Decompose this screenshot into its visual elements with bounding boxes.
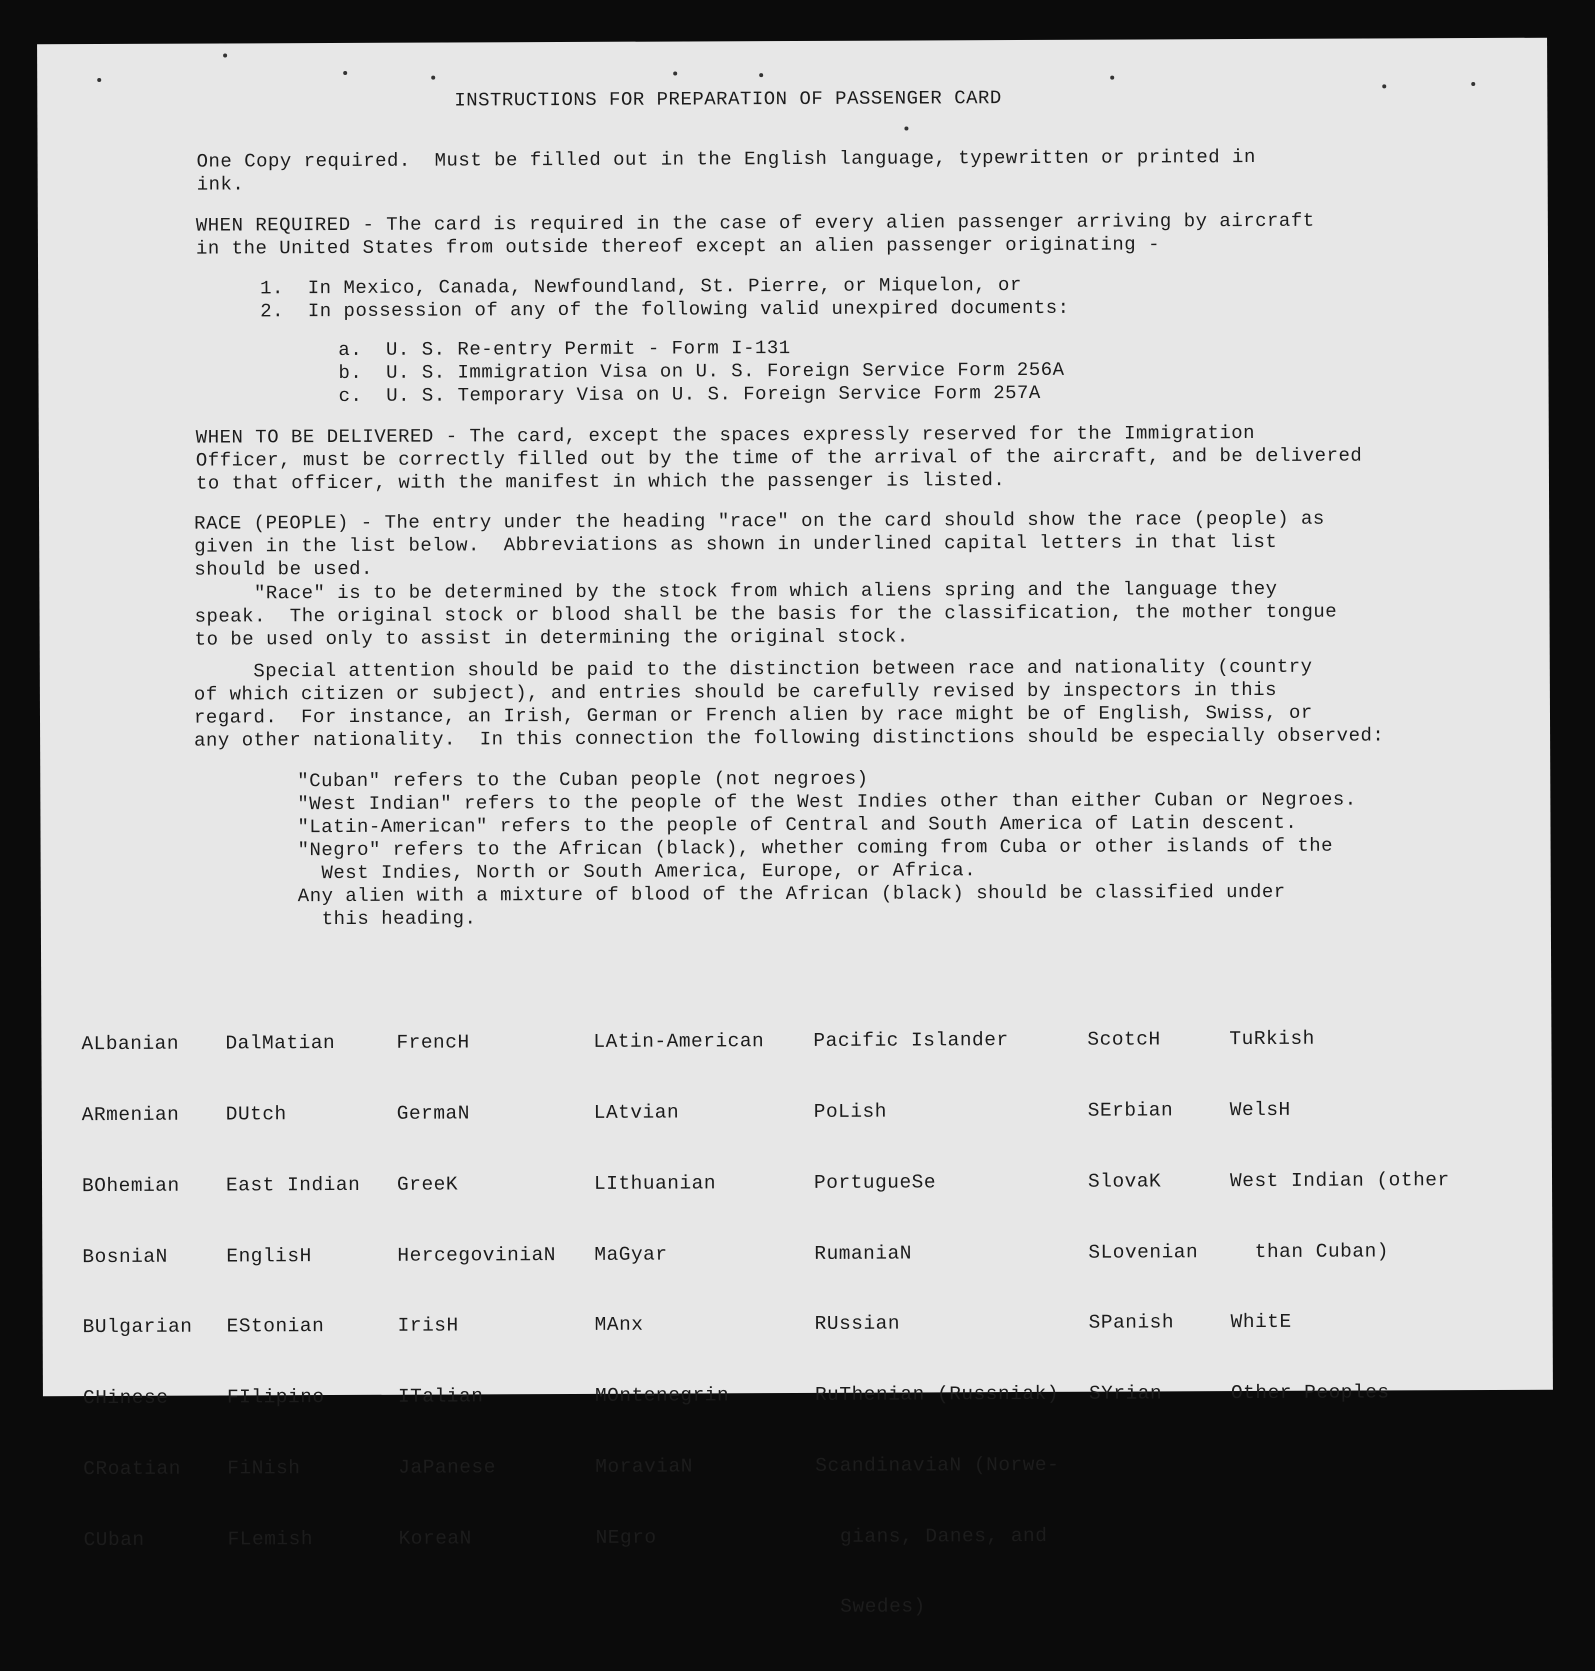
race-item: DUtch xyxy=(225,1103,287,1126)
race-item: East Indian xyxy=(225,1173,361,1197)
special-attention-line-3: regard. For instance, an Irish, German or French alien by race might be of English, Swiss, or xyxy=(193,701,1313,729)
race-item: FIlipino xyxy=(226,1386,325,1409)
when-delivered-line-2: Officer, must be correctly filled out by the time of the arrival of the aircraft, and be delivered xyxy=(195,444,1363,472)
when-delivered-line-3: to that officer, with the manifest in which the passenger is listed. xyxy=(195,469,1006,495)
distinction-cuban: "Cuban" refers to the Cuban people (not negroes) xyxy=(297,767,869,793)
race-column-7 xyxy=(1229,980,1451,1453)
race-item: Other Peoples xyxy=(1230,1381,1390,1405)
race-item: FiNish xyxy=(227,1457,301,1480)
race-item: MaGyar xyxy=(594,1243,668,1266)
race-item: than Cuban) xyxy=(1230,1239,1390,1263)
document-title: INSTRUCTIONS FOR PREPARATION OF PASSENGER CARD xyxy=(454,87,1002,112)
race-item: RumaniaN xyxy=(814,1242,913,1265)
distinction-mixture-line-1: Any alien with a mixture of blood of the African (black) should be classified under xyxy=(297,880,1286,908)
race-item: SErbian xyxy=(1087,1099,1174,1122)
distinction-latin-american: "Latin-American" refers to the people of Central and South America of Latin descent. xyxy=(297,811,1298,839)
race-item: Pacific Islander xyxy=(813,1029,1009,1053)
race-item: EnglisH xyxy=(226,1244,312,1268)
race-item: ARmenian xyxy=(81,1103,180,1127)
intro-line-1: One Copy required. Must be filled out in the English language, typewritten or printed in xyxy=(196,145,1256,173)
when-required-line-2: in the United States from outside thereof except an alien passenger originating - xyxy=(195,233,1161,260)
race-item: ALbanian xyxy=(81,1032,180,1056)
race-item: West Indian (other xyxy=(1229,1168,1450,1192)
special-attention-line-2: of which citizen or subject), and entries should be carefully revised by inspectors in this xyxy=(193,678,1278,706)
race-item: EStonian xyxy=(226,1315,325,1338)
race-people-line-6: to be used only to assist in determining the original stock. xyxy=(194,625,909,651)
race-item: LAtin-American xyxy=(593,1030,765,1054)
race-people-line-1: RACE (PEOPLE) - The entry under the heading "race" on the card should show the race (people) as xyxy=(194,507,1325,535)
race-column-5 xyxy=(813,982,1060,1667)
numbered-item-1: 1. In Mexico, Canada, Newfoundland, St. Pierre, or Miquelon, or xyxy=(260,274,1022,300)
when-required-line-1: WHEN REQUIRED - The card is required in the case of every alien passenger arriving by aircraft xyxy=(195,209,1315,237)
race-item: WelsH xyxy=(1229,1098,1291,1122)
race-column-4 xyxy=(593,983,767,1597)
race-item: PoLish xyxy=(813,1100,887,1123)
race-item: SLovenian xyxy=(1088,1240,1199,1264)
race-item: FLemish xyxy=(227,1527,314,1551)
lettered-item-b: b. U. S. Immigration Visa on U. S. Foreign Service Form 256A xyxy=(338,358,1065,384)
race-item: MAnx xyxy=(594,1313,644,1337)
distinction-negro-line-1: "Negro" refers to the African (black), whether coming from Cuba or other islands of the xyxy=(297,834,1334,862)
race-item: HercegoviniaN xyxy=(397,1243,557,1267)
lettered-item-c: c. U. S. Temporary Visa on U. S. Foreign Service Form 257A xyxy=(338,381,1041,407)
race-item: ScandinaviaN (Norwe- xyxy=(815,1453,1060,1477)
intro-line-2: ink. xyxy=(196,173,245,196)
race-item: CUban xyxy=(83,1528,145,1551)
race-item: GreeK xyxy=(396,1173,459,1196)
race-item: RuThenian (Russniak) xyxy=(814,1382,1060,1407)
distinction-west-indian: "West Indian" refers to the people of the West Indies other than either Cuban or Negroes. xyxy=(297,788,1357,816)
race-item: IrisH xyxy=(397,1314,459,1338)
race-item: LIthuanian xyxy=(593,1172,717,1195)
distinction-negro-line-2: West Indies, North or South America, Europe, or Africa. xyxy=(297,859,977,885)
race-item: BUlgarian xyxy=(82,1315,193,1339)
race-item: MOntenegrin xyxy=(594,1384,730,1407)
race-item: DalMatian xyxy=(225,1032,336,1055)
special-attention-line-1: Special attention should be paid to the distinction between race and nationality (country xyxy=(193,655,1313,683)
race-item: ScotcH xyxy=(1087,1028,1161,1051)
race-item: CRoatian xyxy=(83,1457,181,1480)
race-item: SlovaK xyxy=(1087,1170,1162,1193)
race-people-line-3: should be used. xyxy=(194,557,373,581)
race-item: GermaN xyxy=(396,1102,470,1125)
race-item: WhitE xyxy=(1230,1311,1292,1334)
race-item: ITalian xyxy=(397,1385,484,1408)
distinction-mixture-line-2: this heading. xyxy=(297,907,477,931)
race-item: CHinese xyxy=(82,1386,169,1410)
race-column-2 xyxy=(225,985,362,1599)
race-column-3 xyxy=(396,984,557,1598)
race-item: FrencH xyxy=(396,1031,470,1054)
race-item: RUssian xyxy=(814,1312,901,1336)
race-item: TuRkish xyxy=(1229,1027,1315,1051)
lettered-item-a: a. U. S. Re-entry Permit - Form I-131 xyxy=(338,337,791,361)
race-item: NEgro xyxy=(595,1526,657,1549)
race-people-line-4: "Race" is to be determined by the stock from which aliens spring and the language they xyxy=(194,577,1278,605)
numbered-item-2: 2. In possession of any of the following valid unexpired documents: xyxy=(260,296,1070,323)
race-item: KoreaN xyxy=(398,1527,472,1550)
when-delivered-line-1: WHEN TO BE DELIVERED - The card, except the spaces expressly reserved for the Immigration xyxy=(195,421,1256,449)
race-item: BosniaN xyxy=(82,1245,168,1268)
race-item: MoraviaN xyxy=(595,1455,693,1478)
race-item: gians, Danes, and xyxy=(815,1524,1048,1548)
race-column-1 xyxy=(81,986,194,1600)
race-item: JaPanese xyxy=(398,1456,496,1479)
race-item: SYrian xyxy=(1088,1382,1163,1405)
race-item: BOhemian xyxy=(81,1174,180,1197)
document-page xyxy=(37,38,1553,1619)
race-column-6 xyxy=(1087,981,1199,1453)
race-people-line-5: speak. The original stock or blood shall be the basis for the classification, the mother tongue xyxy=(194,600,1338,628)
race-item: LAtvian xyxy=(593,1101,680,1124)
special-attention-line-4: any other nationality. In this connection the following distinctions should be especially observed: xyxy=(194,724,1385,752)
race-item: Swedes) xyxy=(815,1595,926,1619)
race-people-line-2: given in the list below. Abbreviations as shown in underlined capital letters in that list xyxy=(194,530,1278,558)
race-item: PortugueSe xyxy=(813,1171,937,1194)
race-item: SPanish xyxy=(1088,1311,1175,1335)
